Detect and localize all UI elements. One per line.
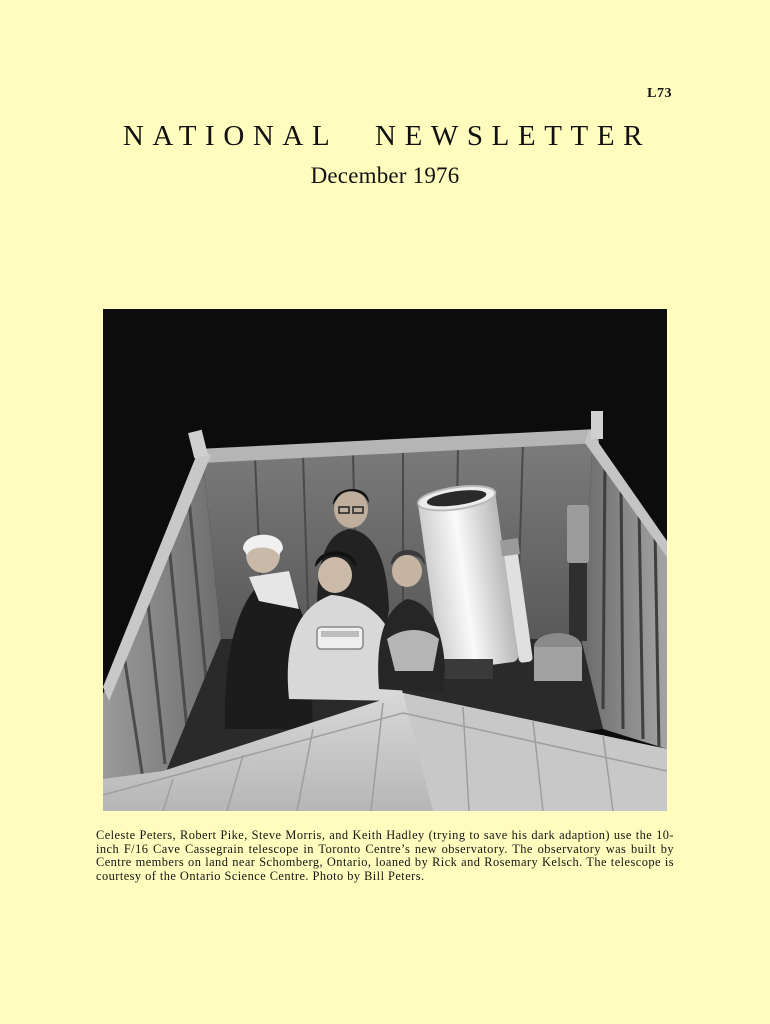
photo-caption: Celeste Peters, Robert Pike, Steve Morris, and Keith Hadley (trying to save his dark adaption) use the 10-inch F/16 Cave Cassegrain telescope in Toronto Centre’s new observatory. The observatory was built by Centre members on land near Schomberg, Ontario, loaned by Rick and Rosemary Kelsch. The telescope is courtesy of the Ontario Science Centre. Photo by Bill Peters.: [96, 828, 674, 883]
page-code: L73: [647, 86, 672, 101]
observatory-photo-illustration: [103, 309, 667, 811]
observatory-photo: [103, 309, 667, 811]
issue-date: December 1976: [310, 163, 460, 188]
newsletter-title: NATIONAL NEWSLETTER: [122, 120, 652, 152]
